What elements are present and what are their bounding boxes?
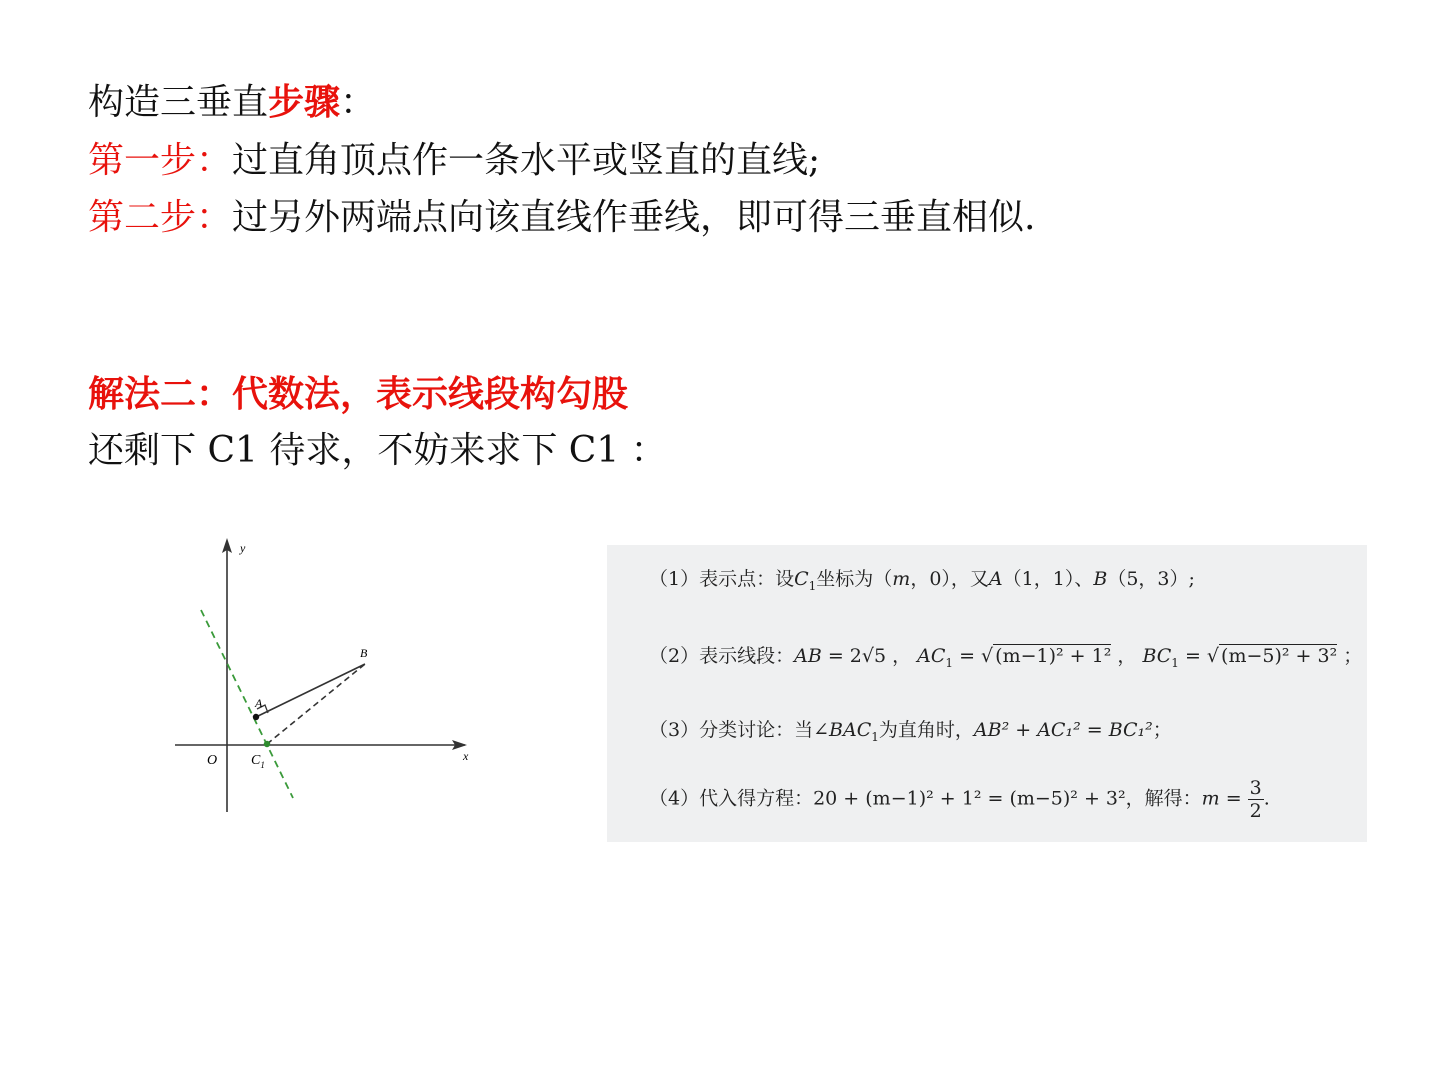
step-one — [88, 141, 820, 181]
point-c1-dot — [264, 741, 270, 747]
step-two — [88, 198, 1035, 238]
x-axis-label: x — [463, 749, 469, 763]
point-a-label: A — [255, 696, 263, 710]
solution-panel — [607, 545, 1367, 842]
solution-step-3: （3）分类讨论：当$\angle BAC_1$为直角时，AB² + AC₁² = BC₁²； — [649, 719, 1172, 744]
solution-step-2: （2）表示线段：AB = 2√5 ， $AC_1$ = √ (m−1)² + 1² ， $BC_1$ = √ (m−5)² + 3² ； — [649, 645, 1363, 670]
heading-main-text: 构造三垂直 — [88, 82, 269, 123]
point-a-dot — [253, 714, 259, 720]
fraction-result: $\frac{3}{2}$ — [1249, 777, 1262, 822]
y-axis-label: y — [240, 541, 246, 555]
step-one-label: 第一步： — [88, 140, 233, 181]
steps-heading — [88, 82, 376, 123]
point-b-label: B — [360, 646, 368, 660]
step-two-text: 过另外两端点向该直线作垂线，即可得三垂直相似. — [232, 197, 1036, 238]
method-two-intro: 还剩下 C1 待求，不妨来求下 C1 ： — [88, 430, 667, 471]
origin-label: O — [207, 753, 218, 768]
coordinate-diagram — [165, 530, 485, 820]
point-c-label: $C_1$ — [251, 753, 265, 770]
heading-red-text: 步骤 — [268, 81, 341, 123]
heading-colon: ： — [340, 82, 377, 123]
green-guide-line — [201, 610, 293, 798]
solution-step-1: （1）表示点：设$C_1$坐标为（m，0），又A（1，1）、B（5，3）; — [649, 568, 1195, 593]
method-two-title: 解法二：代数法，表示线段构勾股 — [88, 373, 629, 415]
solution-step-4: （4）代入得方程：20 + (m−1)² + 1² = (m−5)² + 3²，解得：m = $\frac{3}{2}$ . — [649, 777, 1270, 822]
step-two-label: 第二步： — [88, 197, 233, 238]
step-one-text: 过直角顶点作一条水平或竖直的直线; — [232, 140, 821, 181]
